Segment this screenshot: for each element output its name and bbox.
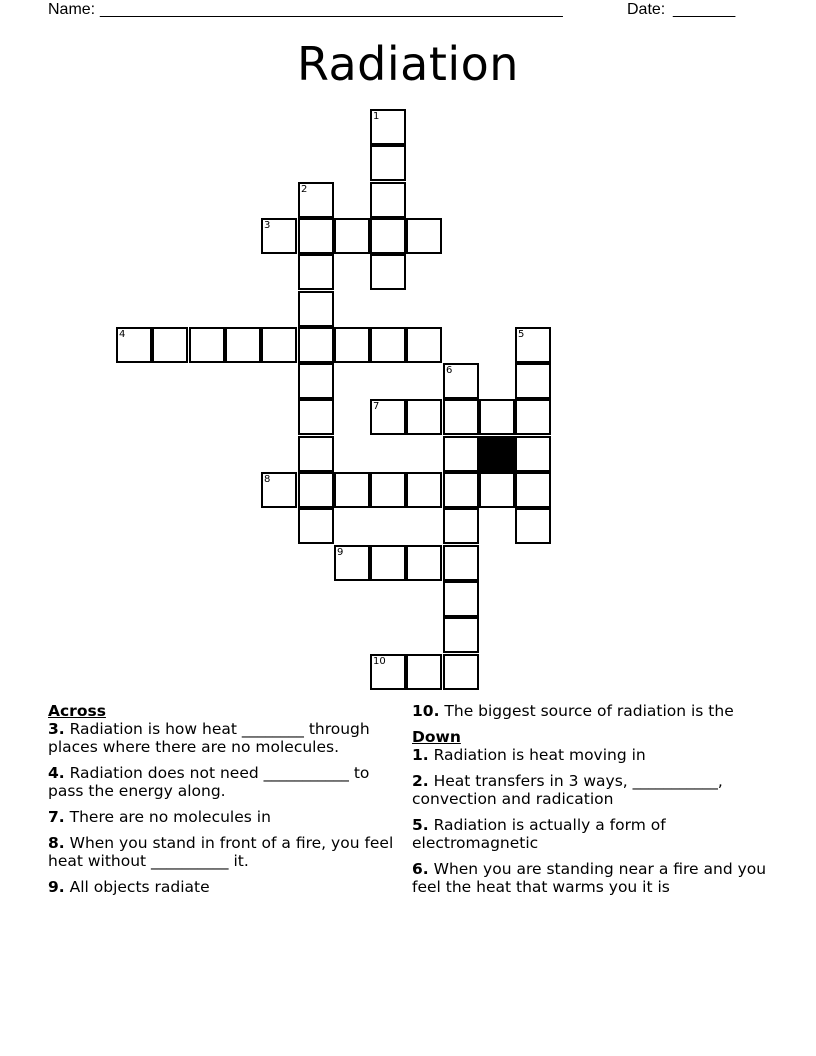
grid-cell[interactable] — [298, 472, 334, 508]
clue-text: All objects radiate — [64, 878, 210, 896]
clue-across-9 — [48, 878, 398, 896]
grid-cell[interactable] — [479, 399, 515, 435]
clue-text: Radiation is heat moving in — [428, 746, 646, 764]
grid-cell[interactable] — [443, 508, 479, 544]
clue-across-4 — [48, 764, 398, 800]
grid-cell[interactable] — [298, 218, 334, 254]
clue-down-5 — [412, 816, 782, 852]
clues-right-column — [412, 702, 782, 904]
down-heading: Down — [412, 728, 461, 746]
clue-number: 2. — [412, 772, 429, 790]
grid-cell[interactable] — [334, 327, 370, 363]
grid-cell[interactable] — [298, 363, 334, 399]
clue-text: Radiation is how heat ________ through places where there are no molecules. — [48, 720, 370, 756]
clue-text: Radiation does not need ___________ to pass the energy along. — [48, 764, 370, 800]
grid-cell[interactable] — [406, 654, 442, 690]
clue-down-1 — [412, 746, 782, 764]
name-field[interactable]: ____________________________________________________ — [100, 1, 563, 18]
grid-cell[interactable] — [443, 617, 479, 653]
grid-cell[interactable] — [370, 654, 406, 690]
grid-cell[interactable] — [443, 399, 479, 435]
clue-number: 10. — [412, 702, 440, 720]
grid-cell[interactable] — [334, 545, 370, 581]
grid-cell[interactable] — [298, 254, 334, 290]
clue-number: 9. — [48, 878, 65, 896]
page-title: Radiation — [297, 37, 519, 91]
grid-cell[interactable] — [334, 218, 370, 254]
grid-cell[interactable] — [443, 436, 479, 472]
grid-cell[interactable] — [152, 327, 188, 363]
grid-cell[interactable] — [261, 218, 297, 254]
grid-cell[interactable] — [298, 436, 334, 472]
grid-cell[interactable] — [443, 581, 479, 617]
grid-cell[interactable] — [515, 508, 551, 544]
black-cell — [479, 436, 515, 472]
clue-number: 4. — [48, 764, 65, 782]
clue-text: Heat transfers in 3 ways, ___________, convection and radication — [412, 772, 723, 808]
grid-cell[interactable] — [515, 327, 551, 363]
grid-cell[interactable] — [298, 327, 334, 363]
clue-text: The biggest source of radiation is the — [439, 702, 734, 720]
grid-cell[interactable] — [298, 508, 334, 544]
grid-cell[interactable] — [406, 545, 442, 581]
grid-cell[interactable] — [515, 363, 551, 399]
clue-number: 5. — [412, 816, 429, 834]
grid-cell[interactable] — [334, 472, 370, 508]
clue-text: When you are standing near a fire and you feel the heat that warms you it is — [412, 860, 767, 896]
clue-across-10 — [412, 702, 782, 720]
clue-number: 3. — [48, 720, 65, 738]
grid-cell[interactable] — [515, 472, 551, 508]
clue-number: 7. — [48, 808, 65, 826]
grid-cell[interactable] — [443, 472, 479, 508]
clue-number: 1. — [412, 746, 429, 764]
grid-cell[interactable] — [515, 436, 551, 472]
grid-cell[interactable] — [298, 399, 334, 435]
grid-cell[interactable] — [406, 472, 442, 508]
cell-number: 5 — [518, 329, 525, 340]
grid-cell[interactable] — [370, 545, 406, 581]
cell-number: 1 — [373, 111, 380, 122]
grid-cell[interactable] — [370, 109, 406, 145]
clue-across-3 — [48, 720, 398, 756]
cell-number: 7 — [373, 401, 380, 412]
grid-cell[interactable] — [406, 218, 442, 254]
grid-cell[interactable] — [370, 254, 406, 290]
cell-number: 2 — [301, 184, 308, 195]
date-label: Date: — [627, 1, 666, 18]
grid-cell[interactable] — [370, 145, 406, 181]
clue-down-6 — [412, 860, 782, 896]
grid-cell[interactable] — [370, 472, 406, 508]
clue-text: Radiation is actually a form of electromagnetic — [412, 816, 666, 852]
clue-text: When you stand in front of a fire, you feel heat without __________ it. — [48, 834, 394, 870]
grid-cell[interactable] — [406, 399, 442, 435]
grid-cell[interactable] — [370, 327, 406, 363]
grid-cell[interactable] — [443, 363, 479, 399]
cell-number: 6 — [446, 365, 453, 376]
name-label: Name: — [48, 1, 96, 18]
grid-cell[interactable] — [261, 327, 297, 363]
date-field[interactable]: _______ — [673, 1, 736, 18]
clue-down-2 — [412, 772, 782, 808]
grid-cell[interactable] — [370, 218, 406, 254]
clues-left-column — [48, 702, 398, 904]
grid-cell[interactable] — [261, 472, 297, 508]
grid-cell[interactable] — [515, 399, 551, 435]
cell-number: 4 — [119, 329, 126, 340]
cell-number: 3 — [264, 220, 271, 231]
clue-across-7 — [48, 808, 398, 826]
across-heading: Across — [48, 702, 106, 720]
clue-number: 6. — [412, 860, 429, 878]
grid-cell[interactable] — [370, 182, 406, 218]
grid-cell[interactable] — [406, 327, 442, 363]
grid-cell[interactable] — [189, 327, 225, 363]
grid-cell[interactable] — [479, 472, 515, 508]
grid-cell[interactable] — [370, 399, 406, 435]
grid-cell[interactable] — [298, 182, 334, 218]
clue-text: There are no molecules in — [64, 808, 271, 826]
clue-across-8 — [48, 834, 398, 870]
clue-number: 8. — [48, 834, 65, 852]
grid-cell[interactable] — [443, 654, 479, 690]
grid-cell[interactable] — [443, 545, 479, 581]
grid-cell[interactable] — [225, 327, 261, 363]
grid-cell[interactable] — [298, 291, 334, 327]
grid-cell[interactable] — [116, 327, 152, 363]
cell-number: 9 — [337, 547, 344, 558]
cell-number: 10 — [373, 656, 386, 667]
cell-number: 8 — [264, 474, 271, 485]
